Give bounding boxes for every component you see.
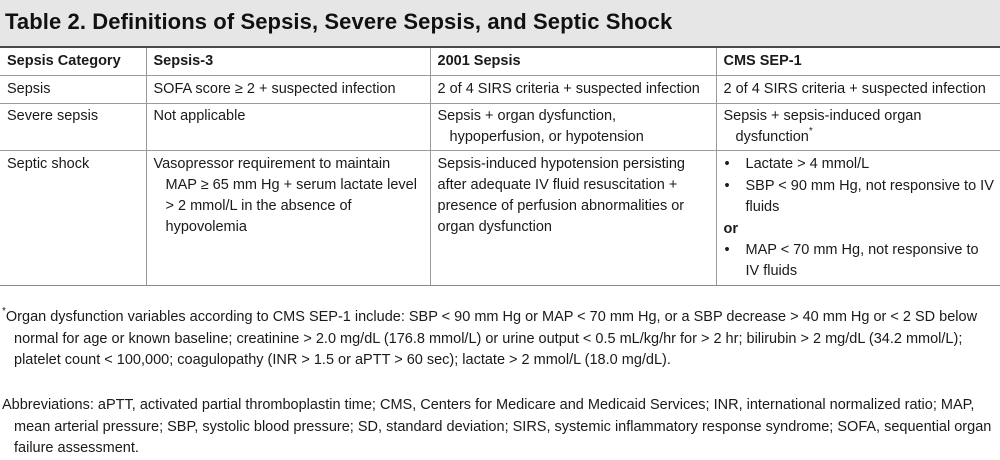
list-item-text: Lactate > 4 mmol/L <box>745 156 870 172</box>
criteria-list <box>724 240 995 282</box>
cell-text: Sepsis + sepsis-induced organ dysfunction <box>723 108 922 145</box>
cell-cms-sep-1: 2 of 4 SIRS criteria + suspected infection <box>716 76 1000 104</box>
cell-2001-sepsis: 2 of 4 SIRS criteria + suspected infection <box>430 76 716 104</box>
footnote-paragraph <box>0 307 1000 372</box>
table-row-septic-shock <box>0 151 1000 286</box>
cell-text: Sepsis + organ dysfunction, hypoperfusion, or hypotension <box>437 108 644 145</box>
cell-2001-sepsis <box>430 104 716 151</box>
table-title-bar <box>0 0 1000 48</box>
bullet-icon: • <box>724 178 730 194</box>
header-sepsis-3: Sepsis-3 <box>146 48 430 76</box>
table-row-sepsis <box>0 76 1000 104</box>
cell-cms-sep-1 <box>716 104 1000 151</box>
sepsis-definitions-table <box>0 48 1000 286</box>
cell-sepsis-3: Not applicable <box>146 104 430 151</box>
table-title: Table 2. Definitions of Sepsis, Severe Sepsis, and Septic Shock <box>5 9 673 34</box>
footnote-marker: * <box>2 306 6 318</box>
list-item <box>724 240 995 282</box>
cell-category: Severe sepsis <box>0 104 146 151</box>
list-item-text: SBP < 90 mm Hg, not responsive to IV fluids <box>745 178 994 215</box>
cell-category: Sepsis <box>0 76 146 104</box>
table-row-severe-sepsis <box>0 104 1000 151</box>
cell-cms-sep-1 <box>716 151 1000 286</box>
bullet-icon: • <box>724 242 730 258</box>
cell-category: Septic shock <box>0 151 146 286</box>
list-item <box>724 176 995 218</box>
or-separator: or <box>723 221 738 237</box>
list-item <box>724 154 995 175</box>
cell-sepsis-3 <box>146 151 430 286</box>
header-2001-sepsis: 2001 Sepsis <box>430 48 716 76</box>
bullet-icon: • <box>724 156 730 172</box>
cell-2001-sepsis: Sepsis-induced hypotension persisting after adequate IV fluid resuscitation + presence of perfusion abnormalities or organ dysfunction <box>430 151 716 286</box>
abbreviations-text: Abbreviations: aPTT, activated partial thromboplastin time; CMS, Centers for Medicare and Medicaid Services; INR, international normalized ratio; MAP, mean arterial pressure; SBP, systolic blood pressure; SD, standard deviation; SIRS, systemic inflammatory response syndrome; SOFA, sequential organ failure assessment. <box>2 397 992 456</box>
criteria-list <box>724 154 995 218</box>
header-cms-sep-1: CMS SEP-1 <box>716 48 1000 76</box>
table-header-row <box>0 48 1000 76</box>
footnote-text: Organ dysfunction variables according to CMS SEP-1 include: SBP < 90 mm Hg or MAP < 70 mm Hg, or a SBP decrease > 40 mm Hg or < 2 SD below normal for age or known baseline; creatinine > 2.0 mg/dL (176.8 mmol/L) or urine output < 0.5 mL/kg/hr for > 2 hr; bilirubin > 2 mg/dL (34.2 mmol/L); platelet count < 100,000; coagulopathy (INR > 1.5 or aPTT > 60 sec); lactate > 2 mmol/L (18.0 mg/dL). <box>5 309 978 368</box>
cell-sepsis-3: SOFA score ≥ 2 + suspected infection <box>146 76 430 104</box>
cell-text: Vasopressor requirement to maintain MAP ≥ 65 mm Hg + serum lactate level > 2 mmol/L in the absence of hypovolemia <box>153 156 417 235</box>
table-footnote <box>0 307 1000 372</box>
list-item-text: MAP < 70 mm Hg, not responsive to IV fluids <box>745 242 979 279</box>
header-sepsis-category: Sepsis Category <box>0 48 146 76</box>
abbreviations-note <box>0 395 1000 460</box>
cell-text-wrap <box>724 106 995 148</box>
footnote-marker: * <box>808 126 813 138</box>
